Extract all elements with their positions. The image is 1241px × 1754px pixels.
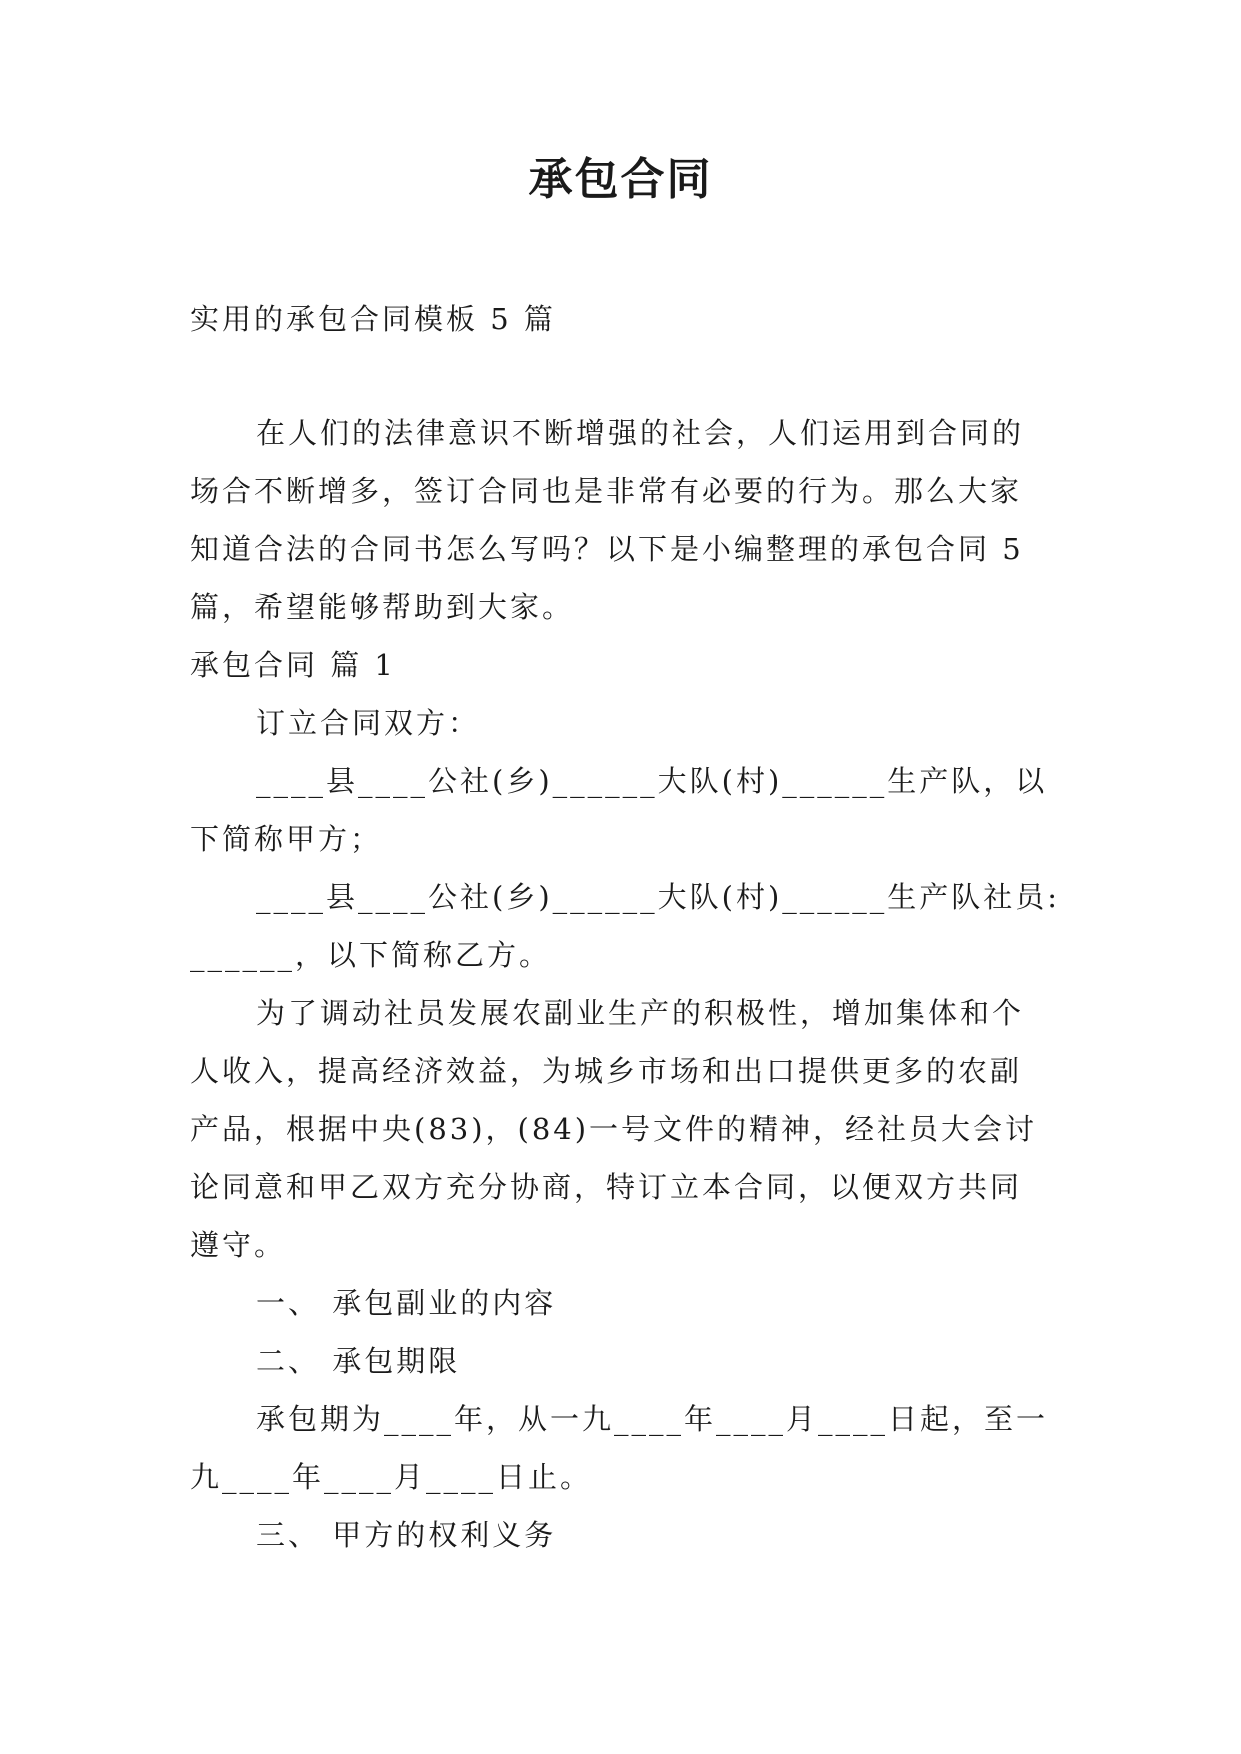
term-line: 承包期为____年，从一九____年____月____日起，至一	[256, 1402, 1049, 1436]
section-heading: 承包合同 篇 1	[190, 648, 396, 682]
intro-paragraph	[190, 404, 1050, 636]
purpose-line: 遵守。	[190, 1228, 287, 1262]
party-b-line: ____县____公社(乡)______大队(村)______生产队社员:	[256, 880, 1061, 914]
purpose-line: 论同意和甲乙双方充分协商，特订立本合同，以便双方共同	[190, 1170, 1023, 1204]
intro-line: 场合不断增多，签订合同也是非常有必要的行为。那么大家	[190, 474, 1023, 508]
party-a-paragraph	[190, 752, 1050, 868]
clause-heading-2: 二、 承包期限	[256, 1344, 461, 1378]
party-b-line: ______，以下简称乙方。	[190, 938, 552, 972]
purpose-paragraph	[190, 984, 1050, 1274]
document-title: 承包合同	[528, 154, 713, 205]
term-line: 九____年____月____日止。	[190, 1460, 593, 1494]
document-body	[190, 290, 1061, 1564]
purpose-line: 为了调动社员发展农副业生产的积极性，增加集体和个	[256, 996, 1025, 1030]
party-a-line: ____县____公社(乡)______大队(村)______生产队，以	[256, 764, 1048, 798]
clause-heading-3: 三、 甲方的权利义务	[256, 1518, 557, 1552]
party-a-line: 下简称甲方；	[190, 822, 383, 856]
intro-line: 知道合法的合同书怎么写吗？以下是小编整理的承包合同 5	[190, 532, 1024, 566]
parties-label: 订立合同双方：	[256, 706, 481, 740]
purpose-line: 产品，根据中央(83)，(84)一号文件的精神，经社员大会讨	[190, 1112, 1038, 1146]
party-b-paragraph	[190, 868, 1061, 984]
intro-line: 篇，希望能够帮助到大家。	[190, 590, 575, 624]
intro-line: 在人们的法律意识不断增强的社会，人们运用到合同的	[256, 416, 1025, 450]
clause-heading-1: 一、 承包副业的内容	[256, 1286, 557, 1320]
purpose-line: 人收入，提高经济效益，为城乡市场和出口提供更多的农副	[190, 1054, 1023, 1088]
document-subtitle: 实用的承包合同模板 5 篇	[190, 302, 556, 336]
term-paragraph	[190, 1390, 1050, 1506]
